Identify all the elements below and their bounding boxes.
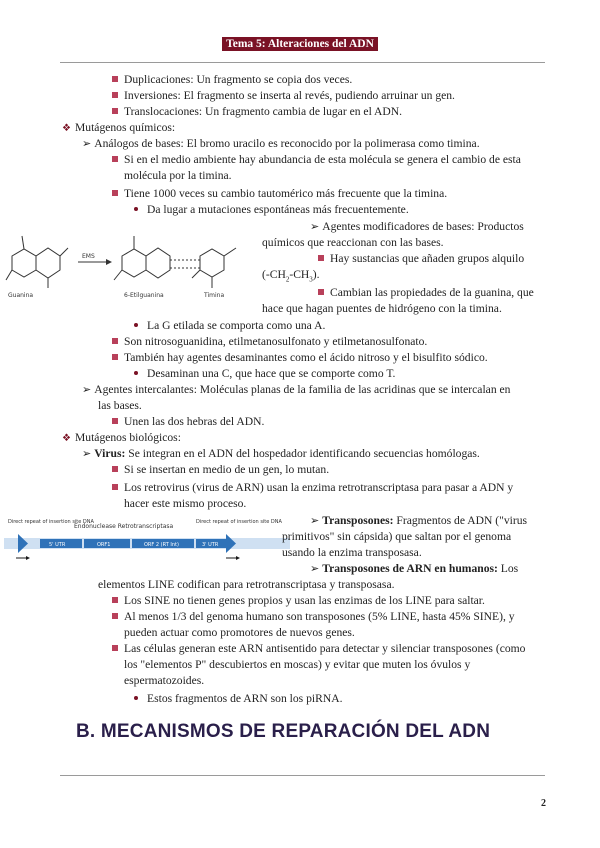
arrow-bullet-icon: ➢ [82,448,92,460]
square-bullet-icon [318,289,324,295]
list-item-continuation: primitivos" sin cápsida) que saltan por el genoma [282,530,512,543]
thymine-label: Timina [204,292,225,299]
arrow-bullet-icon: ➢ [310,563,320,575]
list-item-continuation: pueden actuar como promotores de nuevos genes. [124,626,355,639]
dot-bullet-icon [134,371,138,375]
list-item: Al menos 1/3 del genoma humano son transposones (5% LINE, hasta 45% SINE), y [112,609,515,625]
square-bullet-icon [112,108,118,114]
diamond-bullet-icon: ❖ [62,123,71,134]
direct-repeat-left-label: Direct repeat of insertion site DNA [8,519,94,525]
reaction-arrow-label: EMS [82,253,95,260]
direct-repeat-right-label: Direct repeat of insertion site DNA [196,519,282,525]
square-bullet-icon [112,597,118,603]
list-item: ➢ Transposones: Fragmentos de ADN ("virus [310,514,528,527]
list-item: ➢ Transposones de ARN en humanos: Los [310,562,519,575]
enzymes-label: Endonuclease Retrotranscriptasa [74,523,174,530]
list-item: ➢ Análogos de bases: El bromo uracilo es reconocido por la polimerasa como timina. [82,137,480,150]
square-bullet-icon [112,92,118,98]
list-item-continuation: elementos LINE codifican para retrotranscriptasa y transposasa. [98,578,395,591]
dot-bullet-icon [134,207,138,211]
list-item: La G etilada se comporta como una A. [134,318,325,334]
list-item-continuation: químicos que reaccionan con las bases. [262,236,444,249]
list-item: Los retrovirus (virus de ARN) usan la enzima retrotranscriptasa para pasar a ADN y [112,480,513,496]
square-bullet-icon [112,645,118,651]
list-item-continuation: espermatozoides. [124,674,205,687]
guanine-label: Guanina [8,292,34,299]
list-item: Desaminan una C, que hace que se comporte como T. [134,366,395,382]
segment-3utr-label: 3' UTR [202,542,219,548]
list-item-continuation: las bases. [98,399,142,412]
ethylguanine-label: 6-Etilguanina [124,292,164,299]
header-title: Tema 5: Alteraciones del ADN [222,37,378,51]
list-item: Estos fragmentos de ARN son los piRNA. [134,691,342,707]
square-bullet-icon [318,255,324,261]
page-header [0,36,600,52]
arrow-bullet-icon: ➢ [82,138,92,150]
square-bullet-icon [112,613,118,619]
list-item: Hay sustancias que añaden grupos alquilo [318,251,524,267]
square-bullet-icon [112,484,118,490]
square-bullet-icon [112,156,118,162]
list-item: Translocaciones: Un fragmento cambia de lugar en el ADN. [112,104,402,120]
alkylation-figure [2,222,260,300]
list-item: ➢ Agentes intercalantes: Moléculas planas de la familia de las acridinas que se intercalan en [82,383,511,396]
section-heading: B. MECANISMOS DE REPARACIÓN DEL ADN [76,721,491,742]
header-divider [60,62,545,63]
list-item: Inversiones: El fragmento se inserta al revés, pudiendo arruinar un gen. [112,88,455,104]
list-item-continuation: hacer este mismo proceso. [124,497,247,510]
list-item-continuation: molécula por la timina. [124,169,232,182]
list-item: Los SINE no tienen genes propios y usan las enzimas de los LINE para saltar. [112,593,485,609]
segment-orf2-label: ORF 2 (RT Int) [144,542,179,548]
list-item: Unen las dos hebras del ADN. [112,414,264,430]
square-bullet-icon [112,76,118,82]
list-item: ➢ Virus: Se integran en el ADN del hospedador identificando secuencias homólogas. [82,447,480,460]
list-item: Si en el medio ambiente hay abundancia de esta molécula se genera el cambio de esta [112,152,521,168]
dot-bullet-icon [134,696,138,700]
list-item-continuation: los "elementos P" descubiertos en moscas) y evitar que muten los óvulos y [124,658,471,671]
dot-bullet-icon [134,323,138,327]
list-item: ❖ Mutágenos biológicos: [62,431,181,444]
diamond-bullet-icon: ❖ [62,433,71,444]
list-item: Si se insertan en medio de un gen, lo mutan. [112,462,329,478]
square-bullet-icon [112,354,118,360]
segment-orf1-label: ORF1 [97,542,111,548]
segment-5utr-label: 5' UTR [49,542,66,548]
list-item-continuation: hace que hagan puentes de hidrógeno con la timina. [262,302,502,315]
list-item: Da lugar a mutaciones espontáneas más frecuentemente. [134,202,409,218]
list-item: ❖ Mutágenos químicos: [62,121,176,134]
list-item: Duplicaciones: Un fragmento se copia dos veces. [112,72,352,88]
alkyl-formula: $(-CH_2-CH_3)$. [262,268,320,284]
square-bullet-icon [112,190,118,196]
list-item-continuation: usando la enzima transposasa. [282,546,422,559]
list-item: Tiene 1000 veces su cambio tautomérico más frecuente que la timina. [112,186,447,202]
line-element-figure [4,516,290,562]
page-number: 2 [541,798,546,809]
list-item: ➢ Agentes modificadores de bases: Productos [310,220,524,233]
list-item: También hay agentes desaminantes como el ácido nitroso y el bisulfito sódico. [112,350,488,366]
square-bullet-icon [112,418,118,424]
square-bullet-icon [112,338,118,344]
list-item: Son nitrosoguanidina, etilmetanosulfonato y etilmetanosulfonato. [112,334,427,350]
arrow-bullet-icon: ➢ [310,221,320,233]
list-item: Cambian las propiedades de la guanina, que [318,285,534,301]
square-bullet-icon [112,466,118,472]
footer-divider [60,775,545,776]
list-item: Las células generan este ARN antisentido para detectar y silenciar transposones (como [112,641,525,657]
arrow-bullet-icon: ➢ [82,384,92,396]
arrow-bullet-icon: ➢ [310,515,320,527]
